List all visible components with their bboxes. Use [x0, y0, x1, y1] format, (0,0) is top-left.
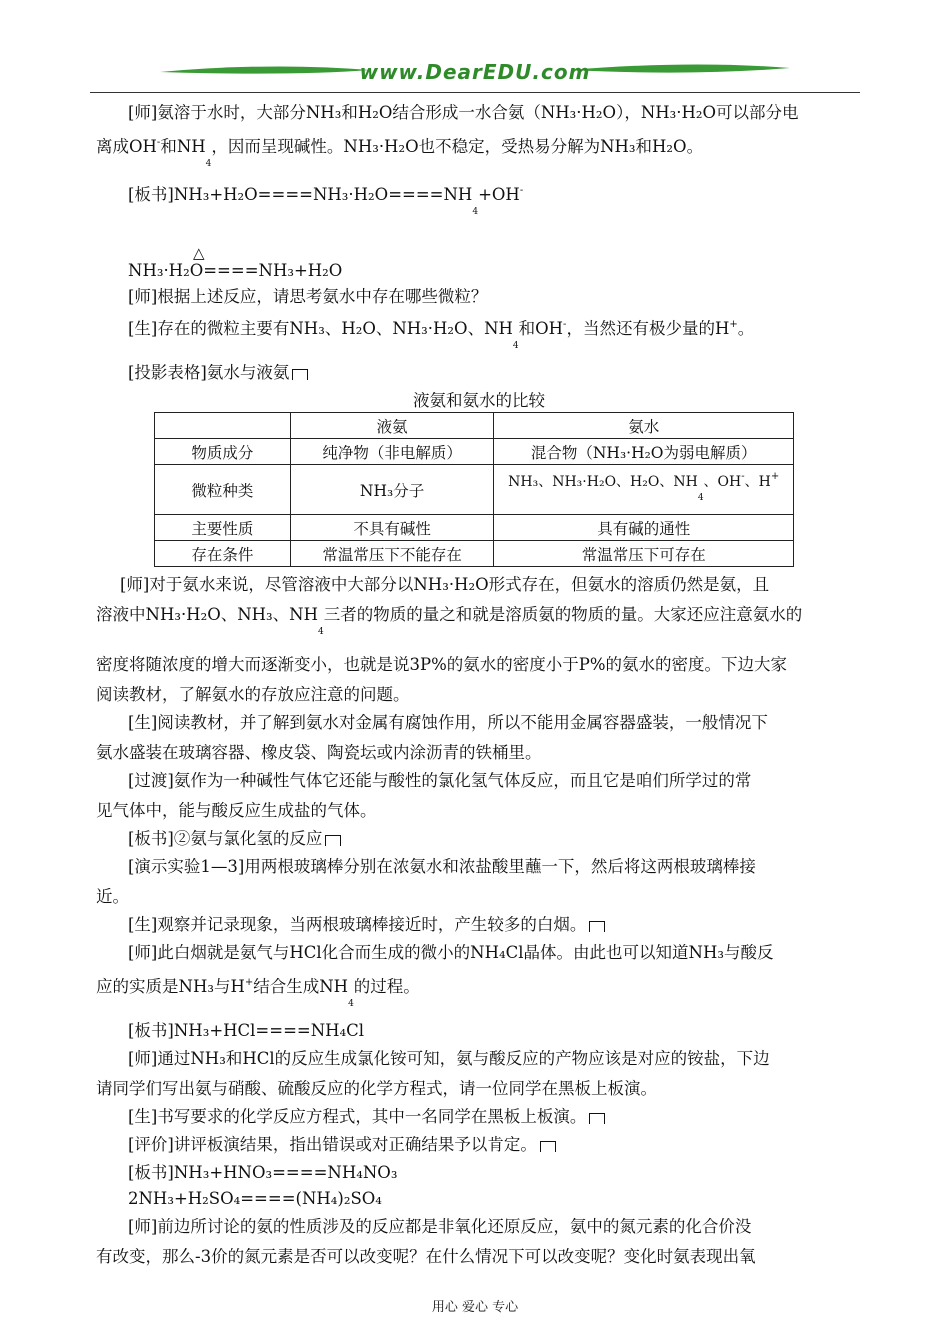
page-footer: 用心 爱心 专心	[431, 1300, 519, 1315]
board-note-2: [板书]②氨与氯化氢的反应	[96, 824, 894, 854]
board-note-1b: NH₃·H₂O====NH₃+H₂O	[128, 261, 343, 280]
student-answer: [生]存在的微粒主要有NH₃、H₂O、NH₃·H₂O、$NH_4$和OH-，当然还有极少量的H+。	[128, 319, 755, 351]
para-teacher-2: [师]对于氨水来说，尽管溶液中大部分以NH₃·H₂O形式存在，但氨水的溶质仍然是氨，且 溶液中NH₃·H₂O、NH₃、$NH_4$三者的物质的量之和就是溶质氨的物质的量。大家还应注意氨水的	[96, 575, 803, 637]
table-row: 主要性质 不具有碱性 具有碱的通性	[155, 515, 794, 541]
comparison-table	[154, 412, 794, 567]
edit-mark-icon	[292, 369, 308, 380]
edit-mark-icon	[589, 1113, 605, 1124]
heat-triangle-icon: △	[193, 244, 205, 262]
para-transition: [过渡]氨作为一种碱性气体它还能与酸性的氯化氢气体反应，而且它是咱们所学过的常 见气体中，能与酸反应生成盐的气体。	[96, 771, 752, 820]
para-demo: [演示实验1—3]用两根玻璃棒分别在浓氨水和浓盐酸里蘸一下，然后将这两根玻璃棒接 近。	[96, 857, 756, 906]
para-teacher-5: [师]前边所讨论的氨的性质涉及的反应都是非氧化还原反应，氨中的氮元素的化合价没 有改变，那么-3价的氮元素是否可以改变呢？在什么情况下可以改变呢？变化时氨表现出氧	[96, 1217, 756, 1266]
teacher-question: [师]根据上述反应，请思考氨水中存在哪些微粒？	[128, 287, 488, 306]
site-brand: www.DearEDU.com	[359, 60, 591, 84]
header-banner	[90, 58, 860, 92]
table-row: 液氨 氨水	[155, 413, 794, 439]
table-row: 微粒种类 NH₃分子 NH₃、NH₃·H₂O、H₂O、$NH_4$、OH-、H+	[155, 465, 794, 515]
board-note-4: [板书]NH₃+HNO₃====NH₄NO₃	[128, 1163, 398, 1182]
para-teacher-4: [师]通过NH₃和HCl的反应生成氯化铵可知，氨与酸反应的产物应该是对应的铵盐，下边 请同学们写出氨与硝酸、硫酸反应的化学方程式，请一位同学在黑板上板演。	[96, 1049, 770, 1098]
para-observation: [生]观察并记录现象，当两根玻璃棒接近时，产生较多的白烟。	[96, 910, 894, 940]
para-student-reading: [生]阅读教材，并了解到氨水对金属有腐蚀作用，所以不能用金属容器盛装，一般情况下 氨水盛装在玻璃容器、橡皮袋、陶瓷坛或内涂沥青的铁桶里。	[96, 713, 768, 762]
edit-mark-icon	[325, 835, 341, 846]
board-note-1: [板书]$NH_3+H_2O====NH_3\cdot H_2O====NH_4+OH^-$	[128, 185, 524, 217]
board-note-3: [板书]NH₃+HCl====NH₄Cl	[128, 1021, 365, 1040]
para-teacher-3: [师]此白烟就是氨气与HCl化合而生成的微小的NH₄Cl晶体。由此也可以知道NH₃与酸反 应的实质是NH₃与H+结合生成$NH_4$的过程。	[96, 943, 774, 1009]
para-teacher-1: [师]氨溶于水时，大部分NH₃和H₂O结合形成一水合氨（NH₃·H₂O），NH₃·H₂O可以部分电 离成OH-和$NH_4$，因而呈现碱性。NH₃·H₂O也不稳定，受热易分解为NH₃和H₂O。	[96, 103, 799, 169]
projection-label: [投影表格]氨水与液氨	[96, 358, 894, 388]
edit-mark-icon	[540, 1141, 556, 1152]
para-evaluation: [评价]讲评板演结果，指出错误或对正确结果予以肯定。	[96, 1130, 894, 1160]
para-student-writing: [生]书写要求的化学反应方程式，其中一名同学在黑板上板演。	[96, 1102, 894, 1132]
para-teacher-2-cont: 密度将随浓度的增大而逐渐变小，也就是说3P%的氨水的密度小于P%的氨水的密度。下边大家 阅读教材，了解氨水的存放应注意的问题。	[96, 655, 788, 704]
table-row: 物质成分 纯净物（非电解质） 混合物（NH₃·H₂O为弱电解质）	[155, 439, 794, 465]
header-rule	[90, 92, 860, 93]
board-note-5: 2NH₃+H₂SO₄====(NH₄)₂SO₄	[128, 1189, 382, 1208]
edit-mark-icon	[589, 921, 605, 932]
table-row: 存在条件 常温常压下不能存在 常温常压下可存在	[155, 541, 794, 567]
table-caption: 液氨和氨水的比较	[413, 391, 545, 410]
